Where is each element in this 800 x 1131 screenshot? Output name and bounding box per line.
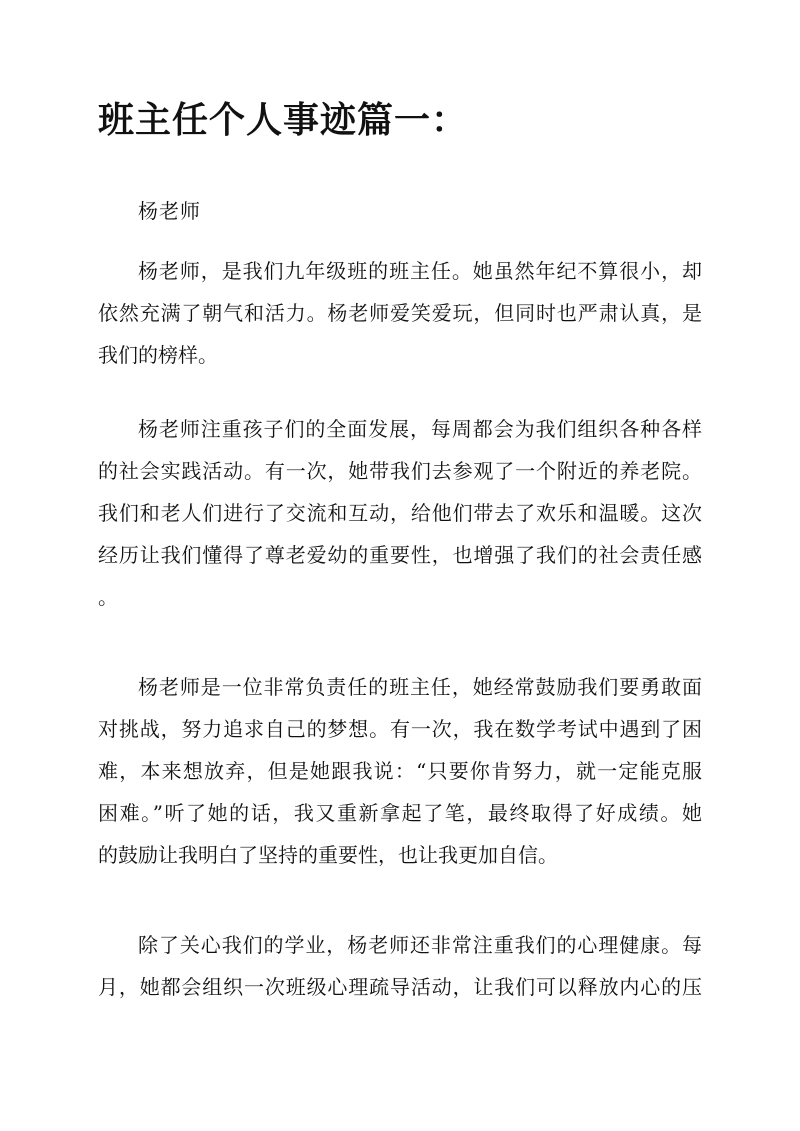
paragraph-4 [98,924,702,1008]
paragraph-line: 难，本来想放弃，但是她跟我说：“只要你肯努力，就一定能克服 [98,759,702,783]
paragraph-line: 杨老师是一位非常负责任的班主任，她经常鼓励我们要勇敢面 [138,675,702,699]
paragraph-line: 经历让我们懂得了尊老爱幼的重要性，也增强了我们的社会责任感 [98,543,702,567]
paragraph-line: 除了关心我们的学业，杨老师还非常注重我们的心理健康。每 [138,933,702,957]
paragraph-line: 我们的榜样。 [98,343,218,367]
paragraph-2 [98,408,702,618]
document-title: 班主任个人事迹篇一： [98,99,469,141]
document-subtitle: 杨老师 [138,199,201,223]
paragraph-1 [98,250,702,376]
paragraph-line: 杨老师，是我们九年级班的班主任。她虽然年纪不算很小，却 [138,259,702,283]
paragraph-line: 依然充满了朝气和活力。杨老师爱笑爱玩，但同时也严肃认真，是 [98,301,702,325]
paragraph-line: 困难。”听了她的话，我又重新拿起了笔，最终取得了好成绩。她 [98,801,702,825]
paragraph-3 [98,666,702,876]
paragraph-line: 的鼓励让我明白了坚持的重要性，也让我更加自信。 [98,843,558,867]
paragraph-line: 。 [98,585,118,609]
paragraph-line: 的社会实践活动。有一次，她带我们去参观了一个附近的养老院。 [98,459,702,483]
paragraph-line: 月，她都会组织一次班级心理疏导活动，让我们可以释放内心的压 [98,975,702,999]
paragraph-line: 杨老师注重孩子们的全面发展，每周都会为我们组织各种各样 [138,417,702,441]
paragraph-line: 我们和老人们进行了交流和互动，给他们带去了欢乐和温暖。这次 [98,501,702,525]
paragraph-line: 对挑战，努力追求自己的梦想。有一次，我在数学考试中遇到了困 [98,717,702,741]
